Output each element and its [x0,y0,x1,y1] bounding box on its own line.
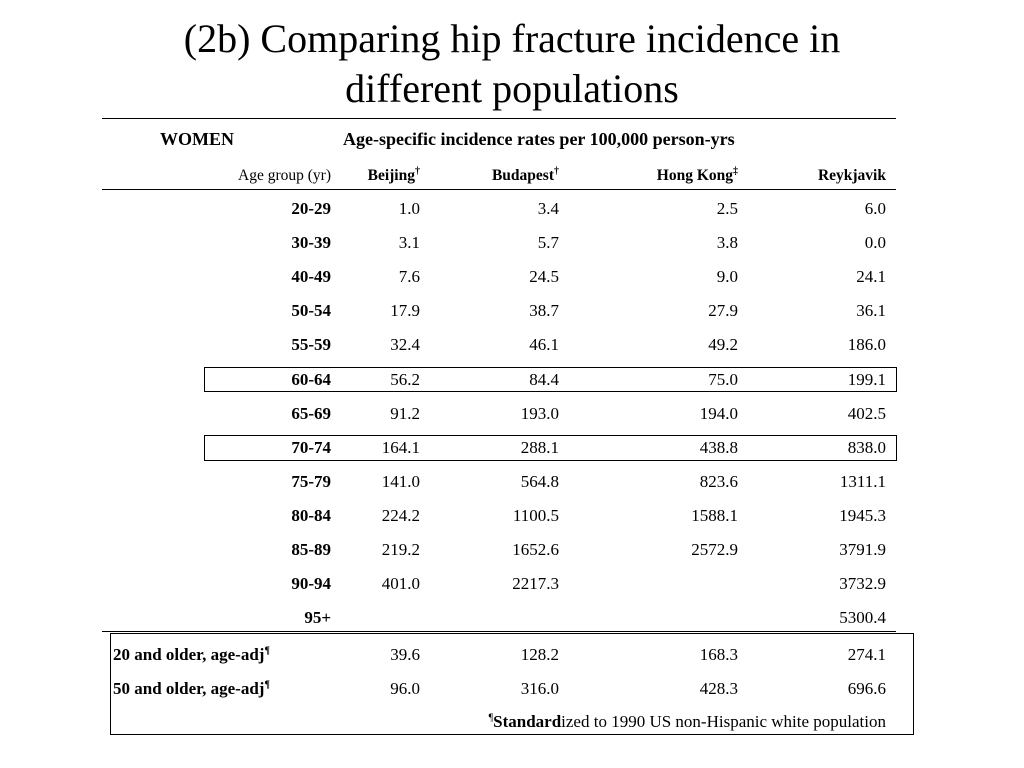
col-header-age: Age group (yr) [238,167,331,184]
row-11-beijing: 401.0 [381,574,420,593]
row-7-reykjavik: 838.0 [847,438,886,457]
row-6-reykjavik: 402.5 [847,404,886,423]
footnote-rest: ized to 1990 US non-Hispanic white population [561,712,886,731]
row-1-hongkong: 3.8 [716,233,738,252]
col-header-hongkong [657,166,738,186]
row-9-budapest: 1100.5 [512,506,559,525]
slide-title-line-1: (2b) Comparing hip fracture incidence in [183,16,841,61]
col-header-budapest-mark: † [554,165,559,177]
row-7-age: 70-74 [291,438,331,457]
body-end-rule [102,631,896,632]
row-7-hongkong: 438.8 [699,438,738,457]
row-9-reykjavik: 1945.3 [839,506,886,525]
row-2-budapest: 24.5 [529,267,559,286]
col-header-beijing-text: Beijing [367,167,415,184]
col-header-beijing [368,166,420,186]
summary-20-beijing: 39.6 [390,645,420,664]
row-2-reykjavik: 24.1 [856,267,886,286]
summary-50-beijing: 96.0 [390,679,420,698]
row-4-reykjavik: 186.0 [847,335,886,354]
row-2-age: 40-49 [291,267,331,286]
row-3-hongkong: 27.9 [708,301,738,320]
row-10-budapest: 1652.6 [512,540,559,559]
col-header-budapest-text: Budapest [491,167,554,184]
row-3-beijing: 17.9 [390,301,420,320]
row-1-budapest: 5.7 [537,233,559,252]
row-3-budapest: 38.7 [529,301,559,320]
row-4-budapest: 46.1 [529,335,559,354]
col-header-beijing-mark: † [415,165,420,177]
summary-20-budapest: 128.2 [520,645,559,664]
row-0-age: 20-29 [291,199,331,218]
summary-50-hongkong: 428.3 [699,679,738,698]
header-rule [102,189,896,190]
row-8-reykjavik: 1311.1 [839,472,886,491]
row-0-hongkong: 2.5 [716,199,738,218]
row-2-hongkong: 9.0 [716,267,738,286]
row-6-hongkong: 194.0 [699,404,738,423]
row-1-reykjavik: 0.0 [864,233,886,252]
row-5-age: 60-64 [291,370,331,389]
summary-label-50-mark: ¶ [264,679,270,691]
row-3-reykjavik: 36.1 [856,301,886,320]
row-8-age: 75-79 [291,472,331,491]
summary-label-50 [113,679,270,699]
row-9-hongkong: 1588.1 [691,506,738,525]
row-3-age: 50-54 [291,301,331,320]
footnote-bold: Standard [493,712,562,731]
row-5-reykjavik: 199.1 [847,370,886,389]
summary-50-budapest: 316.0 [520,679,559,698]
header-label: Age-specific incidence rates per 100,000 person-yrs [343,129,735,149]
row-6-budapest: 193.0 [520,404,559,423]
slide-title [0,14,1024,114]
row-11-budapest: 2217.3 [512,574,559,593]
row-6-beijing: 91.2 [390,404,420,423]
summary-20-reykjavik: 274.1 [847,645,886,664]
row-0-reykjavik: 6.0 [864,199,886,218]
row-12-reykjavik: 5300.4 [839,608,886,627]
row-0-beijing: 1.0 [398,199,420,218]
summary-20-hongkong: 168.3 [699,645,738,664]
row-8-budapest: 564.8 [520,472,559,491]
col-header-reykjavik: Reykjavik [817,167,886,184]
row-10-beijing: 219.2 [381,540,420,559]
row-4-beijing: 32.4 [390,335,420,354]
summary-50-reykjavik: 696.6 [847,679,886,698]
row-6-age: 65-69 [291,404,331,423]
col-header-budapest [492,166,559,186]
row-11-age: 90-94 [291,574,331,593]
summary-label-20-text: 20 and older, age-adj [113,645,265,664]
row-5-beijing: 56.2 [390,370,420,389]
row-1-age: 30-39 [291,233,331,252]
row-10-reykjavik: 3791.9 [839,540,886,559]
row-7-beijing: 164.1 [381,438,420,457]
row-9-age: 80-84 [291,506,331,525]
row-8-hongkong: 823.6 [699,472,738,491]
summary-label-50-text: 50 and older, age-adj [113,679,265,698]
row-10-hongkong: 2572.9 [691,540,738,559]
row-10-age: 85-89 [291,540,331,559]
row-4-hongkong: 49.2 [708,335,738,354]
summary-label-20-mark: ¶ [264,645,270,657]
row-5-budapest: 84.4 [529,370,559,389]
row-7-budapest: 288.1 [520,438,559,457]
col-header-hongkong-text: Hong Kong [656,167,733,184]
row-0-budapest: 3.4 [537,199,559,218]
row-4-age: 55-59 [291,335,331,354]
col-header-hongkong-mark: ‡ [733,165,738,177]
row-9-beijing: 224.2 [381,506,420,525]
title-rule [102,118,896,119]
footnote-mark: ¶ [488,712,494,724]
group-label: WOMEN [160,129,234,149]
slide-title-line-2: different populations [345,66,679,111]
summary-label-20 [113,645,270,665]
footnote [489,712,886,732]
row-12-age: 95+ [304,608,331,627]
row-5-hongkong: 75.0 [708,370,738,389]
row-1-beijing: 3.1 [398,233,420,252]
row-2-beijing: 7.6 [398,267,420,286]
row-8-beijing: 141.0 [381,472,420,491]
row-11-reykjavik: 3732.9 [839,574,886,593]
